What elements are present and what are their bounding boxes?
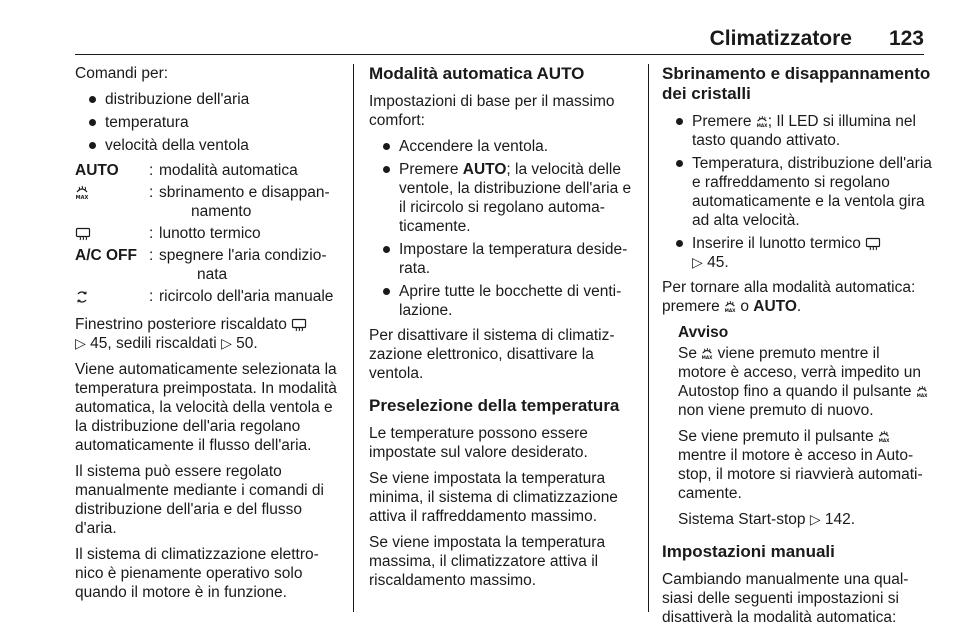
paragraph: Se viene impostata la temperatura massima, il climatizzatore attiva il riscaldamento massimo. bbox=[369, 534, 606, 589]
paragraph: Se viene premuto il pulsante MAX mentre il motore è acceso in Auto-stop, il motore si riavvierà automati-camente. bbox=[678, 428, 923, 502]
paragraph: Cambiando manualmente una qual-siasi delle seguenti impostazioni si disattiverà la modalità automatica: bbox=[662, 571, 909, 626]
control-desc: modalità automatica bbox=[159, 162, 298, 179]
control-bullets bbox=[75, 90, 343, 155]
control-desc-cont: namento bbox=[191, 203, 252, 220]
list-item: distribuzione dell'aria bbox=[75, 90, 343, 109]
section-heading-auto: Modalità automatica AUTO bbox=[369, 64, 585, 83]
svg-text:MAX: MAX bbox=[878, 439, 890, 444]
list-item: Temperatura, distribuzione dell'aria e raffreddamento si regolano automaticamente e la ventola gira ad alta velocità. bbox=[662, 154, 932, 230]
defrost-max-icon bbox=[878, 430, 890, 444]
svg-text:MAX: MAX bbox=[701, 356, 713, 361]
rear-window-heat-icon bbox=[75, 227, 91, 241]
control-desc: ricircolo dell'aria manuale bbox=[159, 288, 334, 305]
paragraph: Il sistema di climatizzazione elettro-nico è pienamente operativo solo quando il motore è in funzione. bbox=[75, 546, 319, 601]
section-heading-manual: Impostazioni manuali bbox=[662, 542, 835, 561]
paragraph: Per disattivare il sistema di climatiz-zazione elettronico, disattivare la ventola. bbox=[369, 327, 615, 382]
defrost-max-icon bbox=[916, 385, 928, 399]
list-item: Impostare la temperatura deside-rata. bbox=[369, 240, 635, 278]
paragraph: Viene automaticamente selezionata la temperatura preimpostata. In modalità automatica, la velocità della ventola e la distribuzione dell'aria regolano automaticamente il flusso dell'aria. bbox=[75, 361, 337, 454]
defrost-max-icon bbox=[756, 115, 768, 129]
page-ref-icon: ▷ bbox=[75, 335, 86, 351]
controls-table bbox=[75, 161, 343, 309]
paragraph: Impostazioni di base per il massimo comfort: bbox=[369, 93, 615, 129]
list-item: Aprire tutte le bocchette di venti-lazione. bbox=[369, 282, 635, 320]
notice-title: Avviso bbox=[678, 324, 729, 341]
control-row-auto: AUTO : modalità automatica bbox=[75, 161, 343, 183]
column-left bbox=[75, 64, 343, 614]
column-divider bbox=[353, 64, 354, 612]
page-title: Climatizzatore bbox=[709, 27, 852, 50]
auto-steps bbox=[369, 137, 635, 320]
paragraph: Finestrino posteriore riscaldato ▷ 45, sedili riscaldati ▷ 50. bbox=[75, 315, 343, 353]
page-ref-icon: ▷ bbox=[809, 511, 821, 527]
defrost-steps bbox=[662, 112, 932, 272]
page-header bbox=[0, 0, 960, 60]
list-item: Premere MAX ; Il LED si illumina nel tasto quando attivato. bbox=[662, 112, 932, 150]
paragraph: Le temperature possono essere impostate sul valore desiderato. bbox=[369, 425, 588, 461]
section-heading-temperature: Preselezione della temperatura bbox=[369, 396, 620, 415]
column-middle bbox=[369, 64, 635, 614]
svg-text:MAX: MAX bbox=[916, 394, 928, 399]
paragraph: Se viene impostata la temperatura minima, il sistema di climatizzazione attiva il raffreddamento massimo. bbox=[369, 470, 618, 525]
list-item: Inserire il lunotto termico ▷ 45. bbox=[662, 234, 932, 272]
control-desc-cont: nata bbox=[197, 266, 228, 283]
column-right bbox=[662, 64, 932, 626]
paragraph: Per tornare alla modalità automatica: premere MAX o AUTO. bbox=[662, 279, 916, 315]
page-ref-icon: ▷ bbox=[692, 254, 703, 270]
paragraph: Sistema Start-stop ▷ 142. bbox=[678, 511, 856, 528]
header-rule bbox=[75, 54, 924, 55]
list-item: Accendere la ventola. bbox=[369, 137, 635, 156]
control-key: A/C OFF bbox=[75, 247, 137, 264]
notice-block bbox=[662, 323, 932, 529]
rear-window-heat-icon bbox=[865, 237, 881, 251]
recirculation-icon bbox=[75, 290, 89, 304]
control-desc: lunotto termico bbox=[159, 225, 261, 242]
defrost-max-icon bbox=[75, 185, 89, 201]
svg-text:MAX: MAX bbox=[75, 194, 89, 201]
page-number: 123 bbox=[888, 27, 924, 50]
list-item: temperatura bbox=[75, 113, 343, 132]
section-heading-defrost: Sbrinamento e disappannamento dei cristalli bbox=[662, 64, 931, 103]
control-desc: spegnere l'aria condizio- bbox=[159, 247, 327, 264]
paragraph: Il sistema può essere regolato manualmente mediante i comandi di distribuzione dell'aria e del flusso d'aria. bbox=[75, 463, 324, 537]
paragraph: Se MAX viene premuto mentre il motore è acceso, verrà impedito un Autostop fino a quando il pulsante MAX non viene premuto di nuovo. bbox=[678, 345, 928, 419]
defrost-max-icon bbox=[724, 300, 736, 314]
control-row-rear-heat: : lunotto termico bbox=[75, 224, 343, 246]
column-divider bbox=[648, 64, 649, 612]
list-item: Premere AUTO; la velocità delle ventole, la distribuzione dell'aria e il ricircolo si regolano automa-ticamente. bbox=[369, 160, 635, 236]
intro-text: Comandi per: bbox=[75, 65, 169, 82]
control-desc: sbrinamento e disappan- bbox=[159, 184, 330, 201]
svg-text:MAX: MAX bbox=[724, 309, 736, 314]
control-row-ac-off: A/C OFF : spegnere l'aria condizio- nata bbox=[75, 246, 343, 287]
control-row-recirculation: : ricircolo dell'aria manuale bbox=[75, 287, 343, 309]
list-item: velocità della ventola bbox=[75, 136, 343, 155]
defrost-max-icon bbox=[701, 347, 713, 361]
control-key: AUTO bbox=[75, 162, 119, 179]
page-ref-icon: ▷ bbox=[221, 335, 232, 351]
svg-text:MAX: MAX bbox=[756, 124, 768, 129]
control-row-defrost: MAX : sbrinamento e disappan- namento bbox=[75, 183, 343, 224]
rear-window-heat-icon bbox=[291, 318, 307, 332]
